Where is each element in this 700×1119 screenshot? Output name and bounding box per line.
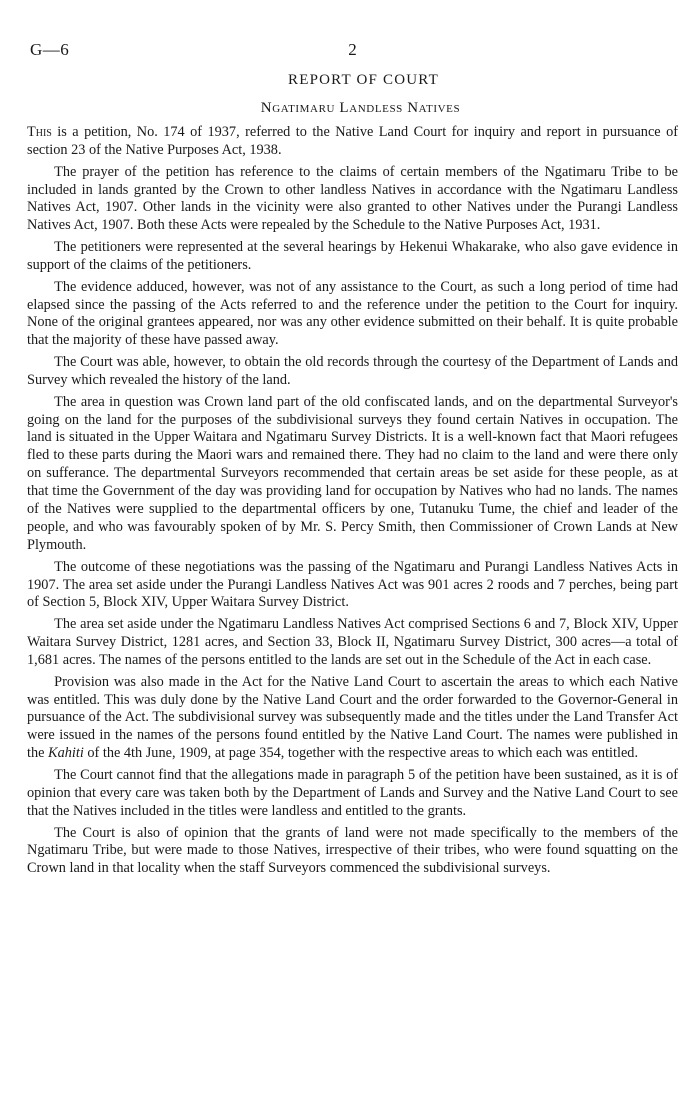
paragraph-10: The Court cannot find that the allegations made in paragraph 5 of the petition have been sustained, as it is of opinion that every care was taken both by the Department of Lands and Survey and the Native Land Court to see that the Natives included in the titles were landless and entitled to the grants.: [27, 766, 678, 819]
paragraph-7: The outcome of these negotiations was the passing of the Ngatimaru and Purangi Landless Natives Acts in 1907. The area set aside under the Purangi Landless Natives Act was 901 acres 2 roods and 7 perches, being part of Section 5, Block XIV, Upper Waitara Survey District.: [27, 558, 678, 611]
report-subtitle: Ngatimaru Landless Natives: [260, 100, 461, 116]
paragraph-lead-word: This: [27, 124, 52, 140]
paragraph-9-text-before: Provision was also made in the Act for the Native Land Court to ascertain the areas to which each Native was entitled. This was duly done by the Native Land Court and the order forwarded to the Governor-General in pursuance of the Act. The subdivisional survey was subsequently made and the titles under the Land Transfer Act were issued in the names of the persons found entitled by the Native Land Court. The names were published in the: [27, 673, 678, 762]
paragraph-9-text-after: of the 4th June, 1909, at page 354, together with the respective areas to which each was entitled.: [83, 745, 639, 762]
paragraph-2: The prayer of the petition has reference to the claims of certain members of the Ngatimaru Tribe to be included in lands granted by the Crown to other landless Natives in accordance with the Ngatimaru Landless Natives Act, 1907. Other lands in the vicinity were also granted to other Natives under the Purangi Landless Natives Act, 1907. Both these Acts were repealed by the Schedule to the Native Purposes Act, 1931.: [27, 163, 678, 234]
paragraph-1-text: is a petition, No. 174 of 1937, referred to the Native Land Court for inquiry and report in pursuance of section 23 of the Native Purposes Act, 1938.: [27, 124, 678, 158]
page-reference: G—6: [30, 40, 70, 59]
paragraph-11: The Court is also of opinion that the grants of land were not made specifically to the members of the Ngatimaru Tribe, but were made to those Natives, irrespective of their tribes, who were found squatting on the Crown land in that locality when the staff Surveyors commenced the subdivisional surveys.: [27, 824, 678, 877]
paragraph-9: [27, 674, 678, 764]
paragraph-5: The Court was able, however, to obtain the old records through the courtesy of the Department of Lands and Survey which revealed the history of the land.: [27, 354, 678, 388]
paragraph-1: [27, 124, 678, 160]
paragraph-4: The evidence adduced, however, was not of any assistance to the Court, as such a long period of time had elapsed since the passing of the Acts referred to and the reference under the petition to the Court for inquiry. None of the original grantees appeared, nor was any other evidence submitted on their behalf. It is quite probable that the majority of these have passed away.: [27, 278, 678, 349]
report-body: [27, 124, 678, 878]
page-number: 2: [348, 40, 357, 59]
paragraph-3: The petitioners were represented at the several hearings by Hekenui Whakarake, who also gave evidence in support of the claims of the petitioners.: [27, 239, 678, 273]
kahiti-reference: Kahiti: [48, 745, 84, 762]
paragraph-6: The area in question was Crown land part of the old confiscated lands, and on the departmental Surveyor's going on the land for the purposes of the subdivisional surveys they found certain Natives in occupation. The land is situated in the Upper Waitara and Ngatimaru Survey Districts. It is a well-known fact that Maori refugees fled to these parts during the Maori wars and remained there. They had no claim to the land and were there only on sufferance. The departmental Surveyors recommended that certain areas be set aside for these people, as at that time the Government of the day was providing land for occupation by Natives who had no lands. The names of the Natives were supplied to the departmental officers by one, Tutanuku Tume, the chief and leader of the people, and who was favourably spoken of by Mr. S. Percy Smith, then Commissioner of Crown Lands at New Plymouth.: [27, 393, 678, 553]
report-title: REPORT OF COURT: [288, 72, 439, 88]
paragraph-8: The area set aside under the Ngatimaru Landless Natives Act comprised Sections 6 and 7, Block XIV, Upper Waitara Survey District, 1281 acres, and Section 33, Block II, Ngatimaru Survey District, 300 acres—a total of 1,681 acres. The names of the persons entitled to the lands are set out in the Schedule of the Act in each case.: [27, 616, 678, 668]
page-header: [27, 40, 678, 66]
